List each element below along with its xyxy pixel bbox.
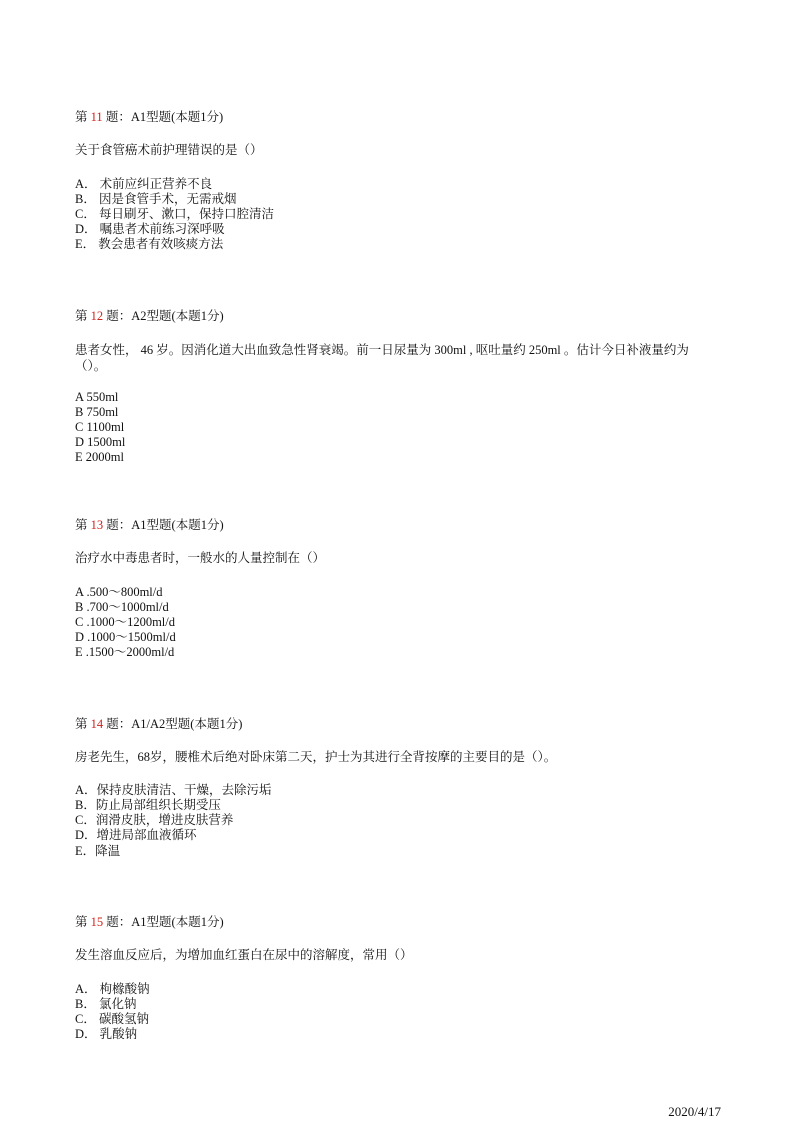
question-12-option-a: A 550ml: [75, 390, 119, 404]
question-15-stem: 发生溶血反应后，为增加血红蛋白在尿中的溶解度，常用（）: [75, 948, 413, 962]
question-12-option-c: C 1100ml: [75, 420, 125, 434]
question-12-header: [75, 309, 224, 324]
question-prefix: 第: [75, 309, 88, 323]
question-type: 题：A1型题(本题1分): [106, 915, 224, 929]
question-15-option-d: D． 乳酸钠: [75, 1027, 138, 1041]
question-type: 题：A1/A2型题(本题1分): [106, 717, 243, 731]
question-14-stem: 房老先生，68岁，腰椎术后绝对卧床第二天，护士为其进行全背按摩的主要目的是（）。: [75, 750, 557, 764]
question-14-option-e: E．降温: [75, 844, 121, 858]
question-13-stem: 治疗水中毒患者时，一般水的人量控制在（）: [75, 551, 326, 565]
question-14-option-b: B．防止局部组织长期受压: [75, 798, 221, 812]
question-11-option-a: A． 术前应纠正营养不良: [75, 177, 213, 191]
question-11-option-e: E． 教会患者有效咳痰方法: [75, 237, 224, 251]
question-number: 13: [90, 518, 104, 532]
question-prefix: 第: [75, 717, 88, 731]
question-13-option-d: D .1000～1500ml/d: [75, 630, 176, 644]
question-prefix: 第: [75, 915, 88, 929]
question-15-option-a: A． 枸橼酸钠: [75, 982, 150, 996]
question-13-option-a: A .500～800ml/d: [75, 585, 163, 599]
question-14-option-a: A．保持皮肤清洁、干燥，去除污垢: [75, 783, 272, 797]
question-number: 11: [90, 110, 103, 124]
question-13-option-b: B .700～1000ml/d: [75, 600, 169, 614]
question-13-option-c: C .1000～1200ml/d: [75, 615, 176, 629]
question-11-option-c: C． 每日刷牙、漱口，保持口腔清洁: [75, 207, 274, 221]
question-number: 12: [90, 309, 104, 323]
question-15-option-b: B． 氯化钠: [75, 997, 137, 1011]
question-type: 题：A1型题(本题1分): [106, 518, 224, 532]
question-14-header: [75, 717, 242, 732]
question-14-option-d: D．增进局部血液循环: [75, 828, 197, 842]
question-type: 题：A1型题(本题1分): [105, 110, 224, 124]
question-number: 15: [90, 915, 104, 929]
question-prefix: 第: [75, 518, 88, 532]
question-type: 题：A2型题(本题1分): [106, 309, 224, 323]
question-14-option-c: C．润滑皮肤，增进皮肤营养: [75, 813, 234, 827]
question-15-header: [75, 915, 224, 930]
question-12-option-d: D 1500ml: [75, 435, 126, 449]
footer-date: 2020/4/17: [668, 1104, 721, 1119]
question-11-header: [75, 110, 223, 125]
question-prefix: 第: [75, 110, 88, 124]
question-15-option-c: C． 碳酸氢钠: [75, 1012, 149, 1026]
question-11-option-d: D． 嘱患者术前练习深呼吸: [75, 222, 225, 236]
question-11-option-b: B． 因是食管手术，无需戒烟: [75, 192, 237, 206]
question-12-option-e: E 2000ml: [75, 450, 124, 464]
question-13-option-e: E .1500～2000ml/d: [75, 645, 175, 659]
question-number: 14: [90, 717, 104, 731]
question-12-stem-line-2: （）。: [75, 359, 107, 373]
question-11-stem: 关于食管癌术前护理错误的是（）: [75, 143, 263, 157]
question-13-header: [75, 518, 224, 533]
question-12-option-b: B 750ml: [75, 405, 119, 419]
question-12-stem-line-1: 患者女性， 46 岁。因消化道大出血致急性肾衰竭。前一日尿量为 300ml , 呕吐量约 250ml 。估计今日补液量约为: [75, 343, 689, 357]
